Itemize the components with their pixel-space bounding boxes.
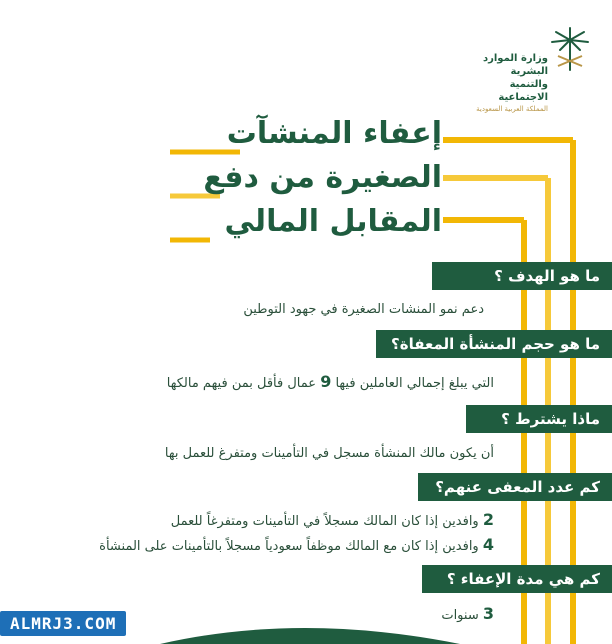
answer-duration — [441, 604, 494, 623]
duration-text: سنوات — [441, 608, 479, 623]
country-name: المملكة العربية السعودية — [476, 105, 548, 113]
count-item-2-number: 4 — [482, 535, 494, 554]
title-line-2: الصغيرة من دفع — [203, 160, 442, 195]
duration-number: 3 — [482, 604, 494, 623]
title-line-3: المقابل المالي — [224, 204, 442, 239]
answer-count-item-2 — [99, 535, 494, 554]
count-item-1-text: وافدين إذا كان المالك مسجلاً في التأمينات ومتفرغاً للعمل — [170, 514, 479, 529]
answer-count-item-1 — [171, 510, 494, 529]
palm-emblem-icon — [548, 26, 592, 76]
answer-size-pre: التي يبلغ إجمالي العاملين فيها — [335, 376, 494, 391]
site-watermark: ALMRJ3.COM — [0, 611, 126, 636]
ministry-logo — [462, 26, 592, 113]
answer-size — [167, 372, 494, 391]
count-item-1-number: 2 — [482, 510, 494, 529]
answer-size-post: عمال فأقل بمن فيهم مالكها — [166, 376, 317, 391]
count-item-2-text: وافدين إذا كان مع المالك موظفاً سعودياً مسجلاً بالتأمينات على المنشأة — [99, 539, 479, 554]
page-title — [182, 112, 442, 244]
question-condition: ماذا يشترط ؟ — [466, 405, 612, 433]
ministry-name-line1: وزارة الموارد البشرية — [482, 53, 548, 77]
ministry-name-line2: والتنمية الاجتماعية — [498, 79, 548, 103]
answer-condition: أن يكون مالك المنشأة مسجل في التأمينات ومتفرغ للعمل بها — [164, 446, 494, 461]
title-line-1: إعفاء المنشآت — [226, 116, 442, 151]
answer-size-number: 9 — [320, 372, 332, 391]
question-size: ما هو حجم المنشأة المعفاة؟ — [376, 330, 612, 358]
question-goal: ما هو الهدف ؟ — [432, 262, 612, 290]
answer-goal: دعم نمو المنشات الصغيرة في جهود التوطين — [243, 302, 484, 317]
bottom-arc — [160, 628, 460, 644]
question-count: كم عدد المعفى عنهم؟ — [418, 473, 612, 501]
question-duration: كم هي مدة الإعفاء ؟ — [422, 565, 612, 593]
